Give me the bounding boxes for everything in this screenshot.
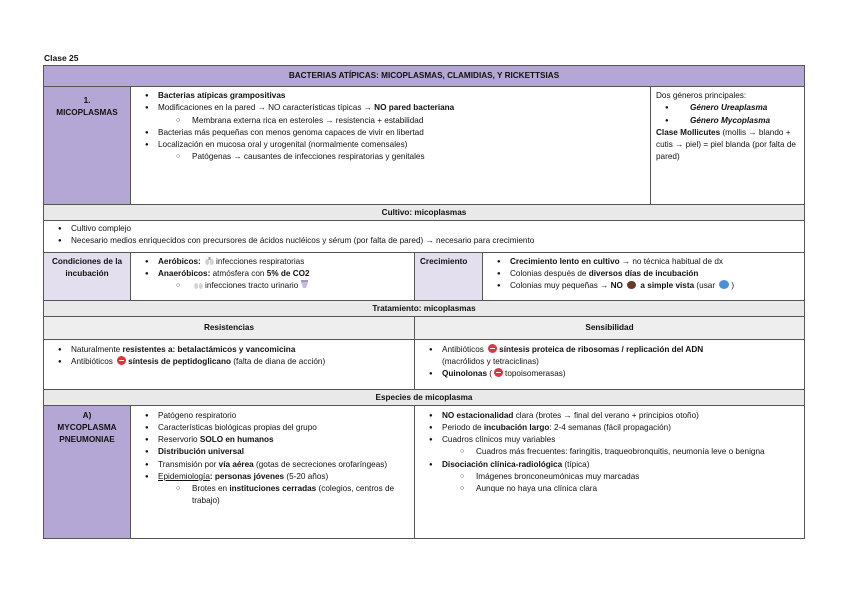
page-label: Clase 25 bbox=[44, 53, 79, 63]
genus-ureaplasma: ● Género Ureaplasma bbox=[656, 102, 799, 114]
list-item: ● Naturalmente resistentes a: betalactámicos y vancomicina bbox=[49, 344, 409, 356]
list-item: ● Características biológicas propias del grupo bbox=[136, 422, 409, 434]
list-item: ● Aeróbicos: infecciones respiratorias bbox=[136, 256, 409, 268]
resistencias-header: Resistencias bbox=[44, 317, 414, 339]
cultivo-header: Cultivo: micoplasmas bbox=[44, 205, 804, 220]
crecimiento-content bbox=[482, 253, 804, 300]
list-item: ○ Cuadros más frecuentes: faringitis, traqueobronquitis, neumonía leve o benigna bbox=[420, 446, 799, 458]
title-row bbox=[43, 65, 805, 87]
notes-table bbox=[43, 65, 805, 539]
list-item: ● Transmisión por vía aérea (gotas de secreciones orofaríngeas) bbox=[136, 459, 409, 471]
list-item: ● Quinolonas ( topoisomerasas) bbox=[420, 368, 799, 380]
list-item: ● Crecimiento lento en cultivo → no técnica habitual de dx bbox=[488, 256, 799, 268]
list-item: ● Anaeróbicos: atmósfera con 5% de CO2 bbox=[136, 268, 409, 280]
list-item: ○ Patógenas → causantes de infecciones respiratorias y genitales bbox=[136, 151, 645, 163]
sensibilidad-content bbox=[414, 340, 804, 389]
list-item: ○ Membrana externa rica en esteroles → resistencia + estabilidad bbox=[136, 115, 645, 127]
list-item: ○ Aunque no haya una clínica clara bbox=[420, 483, 799, 495]
incubacion-content bbox=[130, 253, 414, 300]
list-item: ● Antibióticos síntesis de peptidoglicano (falta de diana de acción) bbox=[49, 356, 409, 368]
species-left-content bbox=[130, 406, 414, 538]
stop-icon bbox=[117, 356, 126, 365]
stop-icon bbox=[488, 344, 497, 353]
micoplasmas-row bbox=[43, 87, 805, 205]
crecimiento-label: Crecimiento bbox=[414, 253, 482, 300]
resistencias-content bbox=[44, 340, 414, 389]
sensibilidad-header: Sensibilidad bbox=[414, 317, 804, 339]
list-item: ● NO estacionalidad clara (brotes → final del verano + principios otoño) bbox=[420, 410, 799, 422]
micoplasmas-description bbox=[130, 87, 650, 204]
lungs-icon bbox=[205, 257, 214, 265]
genus-mycoplasma: ● Género Mycoplasma bbox=[656, 115, 799, 127]
list-item: ● Colonias muy pequeñas → NO a simple vista (usar ) bbox=[488, 280, 799, 292]
list-item: ● Disociación clínica-radiológica (típica) bbox=[420, 459, 799, 471]
tratamiento-columns-row bbox=[43, 317, 805, 340]
section-name: MICOPLASMAS bbox=[56, 108, 118, 118]
tratamiento-header-row bbox=[43, 301, 805, 317]
list-item: ○ Brotes en instituciones cerradas (colegios, centros de trabajo) bbox=[136, 483, 409, 507]
eye-icon bbox=[627, 281, 636, 289]
incubacion-label: Condiciones de la incubación bbox=[44, 253, 130, 300]
list-item: ● Distribución universal bbox=[136, 446, 409, 458]
cultivo-content bbox=[44, 221, 804, 251]
especies-header: Especies de micoplasma bbox=[44, 390, 804, 405]
species-name: MYCOPLASMA PNEUMONIAE bbox=[57, 423, 117, 445]
section-number: 1. bbox=[83, 96, 91, 106]
especies-row bbox=[43, 406, 805, 539]
especies-header-row bbox=[43, 390, 805, 406]
list-item: ● Epidemiología: personas jóvenes (5-20 años) bbox=[136, 471, 409, 483]
mycoplasma-pneumoniae-label bbox=[44, 406, 130, 538]
list-item: ● Localización en mucosa oral y urogenital (normalmente comensales) bbox=[136, 139, 645, 151]
list-item: ● Colonias después de diversos días de incubación bbox=[488, 268, 799, 280]
cultivo-row bbox=[43, 221, 805, 252]
cultivo-header-row bbox=[43, 205, 805, 221]
document-title: BACTERIAS ATÍPICAS: MICOPLASMAS, CLAMIDIAS, Y RICKETTSIAS bbox=[44, 66, 804, 86]
list-item: ● Patógeno respiratorio bbox=[136, 410, 409, 422]
list-item: ● Cuadros clínicos muy variables bbox=[420, 434, 799, 446]
incubacion-row bbox=[43, 253, 805, 301]
genera-intro: Dos géneros principales: bbox=[656, 91, 747, 101]
list-item: ● Reservorio SOLO en humanos bbox=[136, 434, 409, 446]
list-item: ● Bacterias más pequeñas con menos genoma capaces de vivir en libertad bbox=[136, 127, 645, 139]
list-item: ● Antibióticos síntesis proteica de ribosomas / replicación del ADN (macrólidos y tetraciclinas) bbox=[420, 344, 799, 368]
species-letter: A) bbox=[82, 410, 92, 420]
lungs-icon bbox=[194, 281, 203, 289]
tratamiento-content-row bbox=[43, 340, 805, 390]
urinary-icon bbox=[300, 280, 309, 288]
list-item: ● Periodo de incubación largo: 2-4 semanas (fácil propagación) bbox=[420, 422, 799, 434]
list-item: ○ infecciones tracto urinario bbox=[136, 280, 409, 292]
list-item: ● Cultivo complejo bbox=[49, 223, 799, 235]
stop-icon bbox=[494, 368, 503, 377]
list-item: ● Necesario medios enriquecidos con precursores de ácidos nucléicos y sérum (por falta de pared) → necesario para crecimiento bbox=[49, 235, 799, 247]
tratamiento-header: Tratamiento: micoplasmas bbox=[44, 301, 804, 316]
microscope-icon bbox=[719, 280, 729, 289]
class-mollicutes: Clase Mollicutes (mollis → blando + cutis → piel) = piel blanda (por falta de pared) bbox=[656, 127, 796, 162]
list-item: ○ Imágenes bronconeumónicas muy marcadas bbox=[420, 471, 799, 483]
species-right-content bbox=[414, 406, 804, 538]
micoplasmas-genera bbox=[650, 87, 804, 204]
list-item: ● Bacterias atípicas grampositivas bbox=[136, 90, 645, 102]
micoplasmas-label bbox=[44, 87, 130, 204]
list-item: ● Modificaciones en la pared → NO características típicas → NO pared bacteriana bbox=[136, 102, 645, 114]
